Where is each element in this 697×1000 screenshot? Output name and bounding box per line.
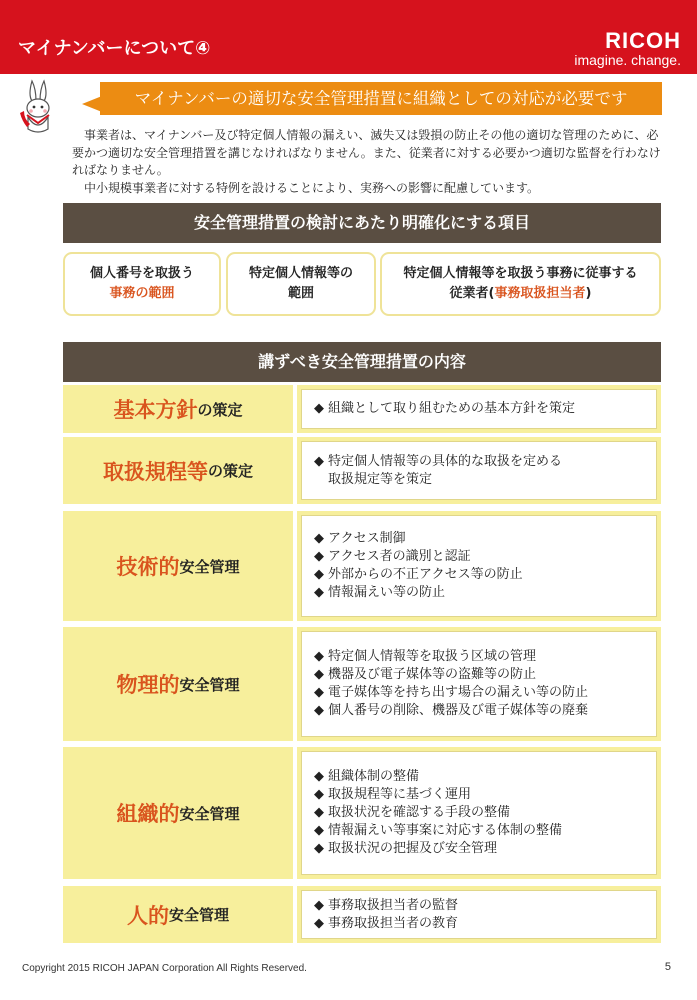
list-item	[314, 768, 644, 786]
bullet-text: 組織として取り組むための基本方針を策定	[328, 401, 576, 416]
measure-label-accent: 物理的	[116, 673, 180, 697]
clarify-item-staff	[380, 252, 661, 316]
measure-label	[63, 385, 293, 433]
bullet-diamond-icon: ◆	[314, 823, 324, 838]
clarify-item-accent: 事務の範囲	[109, 286, 175, 301]
clarify-item-info-scope	[226, 252, 376, 316]
clarify-item-text-line	[450, 284, 592, 304]
bullet-text: アクセス制御	[328, 531, 406, 546]
clarify-item-business-scope	[63, 252, 221, 316]
measure-row-basic-policy	[63, 385, 661, 433]
intro-text	[72, 127, 664, 197]
bullet-text: 情報漏えい等事案に対応する体制の整備	[328, 823, 563, 838]
measure-label-plain: 安全管理	[179, 675, 240, 694]
intro-paragraph-2: 中小規模事業者に対する特例を設けることにより、実務への影響に配慮しています。	[84, 180, 540, 195]
bullet-text: 特定個人情報等を取扱う区域の管理	[328, 649, 537, 664]
intro-paragraph-1: 事業者は、マイナンバー及び特定個人情報の漏えい、滅失又は毀損の防止その他の適切な管理のために、必要かつ適切な安全管理措置を講じなければなりません。また、従業者に対する必要かつ適切な監督を行わなければなりません。	[72, 128, 661, 177]
banner-pointer	[82, 96, 102, 112]
brand-logo	[574, 30, 681, 68]
measure-label-accent: 人的	[126, 903, 169, 928]
list-item	[314, 530, 644, 548]
measure-details	[297, 886, 661, 943]
measure-label-accent: 技術的	[116, 555, 180, 579]
list-item	[314, 584, 644, 602]
list-item	[314, 786, 644, 804]
measure-label	[63, 627, 293, 741]
bullet-diamond-icon: ◆	[314, 841, 324, 856]
list-item	[314, 666, 644, 684]
measure-label-plain: の策定	[197, 400, 243, 419]
bullet-diamond-icon: ◆	[314, 567, 324, 582]
bullet-text: 外部からの不正アクセス等の防止	[328, 567, 523, 582]
list-item	[314, 400, 644, 418]
measure-label-accent: 取扱規程等	[102, 459, 208, 484]
message-banner	[100, 82, 662, 115]
bullet-diamond-icon: ◆	[314, 585, 324, 600]
bullet-text: 機器及び電子媒体等の盗難等の防止	[328, 667, 537, 682]
measure-row-technical	[63, 511, 661, 621]
bullet-text: 事務取扱担当者の教育	[328, 915, 459, 931]
bullet-diamond-icon: ◆	[314, 531, 324, 546]
list-item	[314, 566, 644, 584]
measure-row-handling-rules	[63, 437, 661, 504]
bullet-diamond-icon: ◆	[314, 401, 324, 416]
bullet-diamond-icon: ◆	[314, 453, 324, 469]
list-item	[314, 702, 644, 720]
clarify-item-accent: 事務取扱担当者	[494, 286, 586, 301]
list-item	[314, 840, 644, 858]
measure-label-plain: の策定	[207, 462, 253, 480]
list-item	[314, 897, 644, 915]
bullet-text: 特定個人情報等の具体的な取扱を定める	[328, 453, 563, 469]
brand-name: RICOH	[605, 28, 681, 53]
bullet-diamond-icon: ◆	[314, 549, 324, 564]
measure-label	[63, 747, 293, 879]
measure-label-plain: 安全管理	[179, 557, 240, 576]
measure-details	[297, 385, 661, 433]
list-item	[314, 548, 644, 566]
list-item	[314, 648, 644, 666]
header-bar	[0, 0, 697, 74]
clarify-item-text: 特定個人情報等を取扱う事務に従事する	[403, 266, 638, 281]
banner-text: マイナンバーの適切な安全管理措置に組織としての対応が必要です	[134, 89, 628, 108]
bullet-text: 取扱状況を確認する手段の整備	[328, 805, 511, 820]
clarify-item-text: )	[585, 286, 592, 301]
bullet-text: 取扱規程等に基づく運用	[328, 787, 472, 802]
measure-details	[297, 627, 661, 741]
bullet-text: 情報漏えい等の防止	[328, 585, 446, 600]
clarify-item-text: 特定個人情報等の	[248, 266, 353, 281]
bullet-diamond-icon: ◆	[314, 805, 324, 820]
measure-details	[297, 747, 661, 879]
bullet-text: 組織体制の整備	[328, 769, 420, 784]
bullet-text: 取扱状況の把握及び安全管理	[328, 841, 498, 856]
rabbit-mascot-icon	[14, 77, 62, 135]
bullet-diamond-icon: ◆	[314, 787, 324, 802]
measure-label-accent: 組織的	[116, 802, 180, 826]
list-item-continuation: 取扱規定等を策定	[328, 471, 433, 487]
clarify-section-header: 安全管理措置の検討にあたり明確化にする項目	[63, 203, 661, 243]
list-item	[314, 915, 644, 933]
measures-section-header: 講ずべき安全管理措置の内容	[63, 342, 661, 382]
measure-label	[63, 886, 293, 943]
bullet-text: 事務取扱担当者の監督	[328, 897, 459, 913]
measure-label-plain: 安全管理	[168, 906, 229, 924]
bullet-diamond-icon: ◆	[314, 667, 324, 682]
measure-label-plain: 安全管理	[179, 804, 240, 823]
list-item	[314, 822, 644, 840]
measure-details	[297, 511, 661, 621]
clarify-item-text: 従業者(	[449, 286, 495, 301]
list-item	[314, 684, 644, 702]
measure-label	[63, 437, 293, 504]
clarify-item-text: 個人番号を取扱う	[89, 266, 194, 281]
bullet-diamond-icon: ◆	[314, 703, 324, 718]
measure-label	[63, 511, 293, 621]
list-item	[314, 804, 644, 822]
measure-row-human	[63, 886, 661, 943]
page-title: マイナンバーについて④	[18, 38, 211, 59]
brand-tagline: imagine. change.	[574, 52, 681, 68]
measure-details	[297, 437, 661, 504]
bullet-diamond-icon: ◆	[314, 649, 324, 664]
bullet-text: 電子媒体等を持ち出す場合の漏えい等の防止	[328, 685, 589, 700]
bullet-diamond-icon: ◆	[314, 769, 324, 784]
list-item	[314, 453, 644, 471]
measure-row-organizational	[63, 747, 661, 879]
copyright-notice: Copyright 2015 RICOH JAPAN Corporation All Rights Reserved.	[22, 963, 307, 974]
bullet-diamond-icon: ◆	[314, 685, 324, 700]
bullet-text: アクセス者の識別と認証	[328, 549, 471, 564]
bullet-diamond-icon: ◆	[314, 915, 324, 931]
measure-row-physical	[63, 627, 661, 741]
bullet-text: 個人番号の削除、機器及び電子媒体等の廃棄	[328, 703, 589, 718]
measure-label-accent: 基本方針	[113, 398, 198, 422]
bullet-diamond-icon: ◆	[314, 897, 324, 913]
clarify-item-text: 範囲	[287, 286, 314, 301]
page-number: 5	[664, 961, 671, 973]
